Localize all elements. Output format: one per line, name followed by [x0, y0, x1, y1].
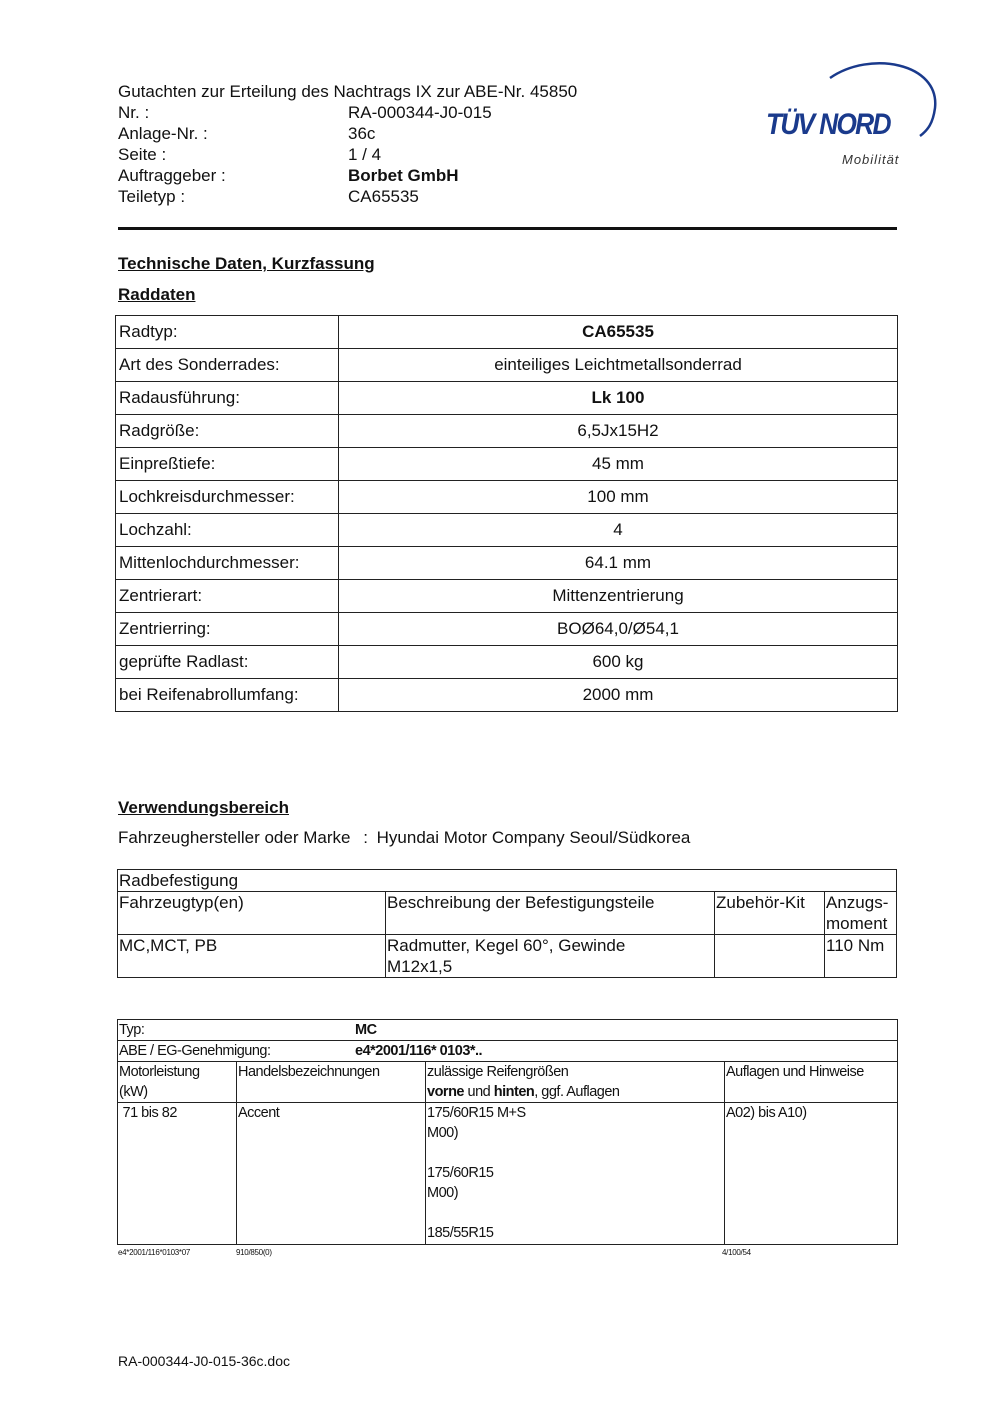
table-row — [116, 547, 898, 580]
raddaten-value: 600 kg — [339, 646, 898, 679]
raddaten-value: 45 mm — [339, 448, 898, 481]
raddaten-value: 4 — [339, 514, 898, 547]
table-header-row — [118, 892, 897, 935]
header-reifen-line1: zulässige Reifengrößen — [427, 1064, 569, 1080]
typ-value: MC — [355, 1022, 377, 1038]
table-row — [116, 481, 898, 514]
cell-beschreibung-line2: M12x1,5 — [387, 957, 453, 976]
raddaten-value: 2000 mm — [339, 679, 898, 712]
tuv-nord-logo — [760, 58, 945, 173]
raddaten-label: Lochzahl: — [116, 514, 339, 547]
table-header-row — [118, 1062, 898, 1103]
header-label-anlage: Anlage-Nr. : — [118, 124, 208, 143]
abe-value: e4*2001/116* 0103*.. — [355, 1043, 483, 1059]
raddaten-value: CA65535 — [339, 316, 898, 349]
table-row — [116, 448, 898, 481]
raddaten-value: 100 mm — [339, 481, 898, 514]
raddaten-table — [115, 315, 898, 712]
cell-reifen — [426, 1103, 725, 1245]
logo-brand: TÜV NORD — [766, 108, 890, 141]
raddaten-label: Radtyp: — [116, 316, 339, 349]
header-value-anlage: 36c — [348, 124, 376, 143]
header-anzugs-line2: moment — [826, 914, 888, 933]
cell-typ: MC,MCT, PB — [118, 935, 386, 978]
cell-kit — [715, 935, 825, 978]
header-value-seite: 1 / 4 — [348, 145, 382, 164]
header-anzugs-line1: Anzugs- — [826, 893, 889, 912]
header-label-auftraggeber: Auftraggeber : — [118, 166, 226, 185]
typ-label: Typ: — [119, 1022, 145, 1038]
document-title: Gutachten zur Erteilung des Nachtrags IX zur ABE-Nr. 45850 — [118, 82, 578, 101]
header-value-nr: RA-000344-J0-015 — [348, 103, 492, 122]
table-row — [116, 349, 898, 382]
header-und: und — [464, 1084, 494, 1100]
table-row — [116, 514, 898, 547]
header-handel: Handelsbezeichnungen — [237, 1062, 426, 1103]
raddaten-label: Lochkreisdurchmesser: — [116, 481, 339, 514]
header-motor-line1: Motorleistung — [119, 1064, 200, 1080]
raddaten-label: bei Reifenabrollumfang: — [116, 679, 339, 712]
raddaten-label: Zentrierart: — [116, 580, 339, 613]
typ-table — [117, 1019, 898, 1245]
header-label-nr: Nr. : — [118, 103, 150, 122]
cell-beschreibung-line1: Radmutter, Kegel 60°, Gewinde — [387, 936, 626, 955]
cell-beschreibung — [386, 935, 715, 978]
cell-moment: 110 Nm — [825, 935, 897, 978]
reifen-line — [427, 1203, 723, 1223]
footnote-approval: e4*2001/116*0103*07 — [118, 1248, 191, 1257]
table-row — [118, 870, 897, 892]
footnote-code: 910/850(0) — [236, 1248, 272, 1257]
raddaten-value: Lk 100 — [339, 382, 898, 415]
header-beschreibung: Beschreibung der Befestigungsteile — [386, 892, 715, 935]
section-title-raddaten: Raddaten — [118, 285, 196, 304]
header-motor — [118, 1062, 237, 1103]
header-value-teiletyp: CA65535 — [348, 187, 419, 206]
header-zubehoer: Zubehör-Kit — [715, 892, 825, 935]
hersteller-line — [118, 828, 690, 848]
header-vorne: vorne — [427, 1084, 464, 1100]
header-fahrzeugtyp: Fahrzeugtyp(en) — [118, 892, 386, 935]
footnote-lk: 4/100/54 — [722, 1248, 751, 1257]
reifen-line: 175/60R15 — [427, 1165, 494, 1181]
table-row — [116, 580, 898, 613]
raddaten-value: 6,5Jx15H2 — [339, 415, 898, 448]
raddaten-value: Mittenzentrierung — [339, 580, 898, 613]
header-value-auftraggeber: Borbet GmbH — [348, 166, 459, 185]
typ-row — [118, 1020, 898, 1041]
table-row — [118, 935, 897, 978]
header-divider — [118, 227, 897, 230]
table-row — [118, 1041, 898, 1062]
reifen-line: 185/55R15 — [427, 1225, 494, 1241]
table-row — [116, 316, 898, 349]
abe-row — [118, 1041, 898, 1062]
cell-auflagen: A02) bis A10) — [725, 1103, 898, 1245]
hersteller-value: Hyundai Motor Company Seoul/Südkorea — [376, 828, 691, 847]
logo-sub: Mobilität — [842, 152, 900, 167]
header-auflagen-suffix: , ggf. Auflagen — [534, 1084, 620, 1100]
raddaten-value: 64.1 mm — [339, 547, 898, 580]
raddaten-label: Zentrierring: — [116, 613, 339, 646]
reifen-line: M00) — [427, 1185, 459, 1201]
raddaten-label: Mittenlochdurchmesser: — [116, 547, 339, 580]
raddaten-label: Art des Sonderrades: — [116, 349, 339, 382]
header-hinten: hinten — [493, 1084, 535, 1100]
table-row — [116, 646, 898, 679]
cell-motor: 71 bis 82 — [118, 1103, 237, 1245]
header-label-teiletyp: Teiletyp : — [118, 187, 186, 206]
header-reifen-line2 — [427, 1082, 723, 1102]
befestigung-table — [117, 869, 897, 978]
header-label-seite: Seite : — [118, 145, 167, 164]
raddaten-value: BOØ64,0/Ø54,1 — [339, 613, 898, 646]
raddaten-label: geprüfte Radlast: — [116, 646, 339, 679]
raddaten-label: Radgröße: — [116, 415, 339, 448]
reifen-line: M00) — [427, 1125, 459, 1141]
reifen-line: 175/60R15 M+S — [427, 1105, 526, 1121]
raddaten-label: Einpreßtiefe: — [116, 448, 339, 481]
abe-label: ABE / EG-Genehmigung: — [119, 1043, 271, 1059]
table-row — [116, 382, 898, 415]
table-row — [116, 679, 898, 712]
table-row — [118, 1020, 898, 1041]
reifen-line — [427, 1143, 723, 1163]
header-motor-line2: (kW) — [119, 1084, 148, 1100]
cell-handel: Accent — [237, 1103, 426, 1245]
raddaten-label: Radausführung: — [116, 382, 339, 415]
header-auflagen: Auflagen und Hinweise — [725, 1062, 898, 1103]
footer-filename: RA-000344-J0-015-36c.doc — [118, 1353, 290, 1369]
befestigung-title: Radbefestigung — [118, 870, 897, 892]
hersteller-separator: : — [363, 828, 368, 847]
section-title-verwendung: Verwendungsbereich — [118, 798, 289, 817]
header-anzugsmoment — [825, 892, 897, 935]
section-title-tech: Technische Daten, Kurzfassung — [118, 254, 375, 273]
raddaten-value: einteiliges Leichtmetallsonderrad — [339, 349, 898, 382]
table-row — [118, 1103, 898, 1245]
table-row — [116, 415, 898, 448]
header-reifen — [426, 1062, 725, 1103]
table-row — [116, 613, 898, 646]
hersteller-label: Fahrzeughersteller oder Marke — [118, 828, 351, 847]
